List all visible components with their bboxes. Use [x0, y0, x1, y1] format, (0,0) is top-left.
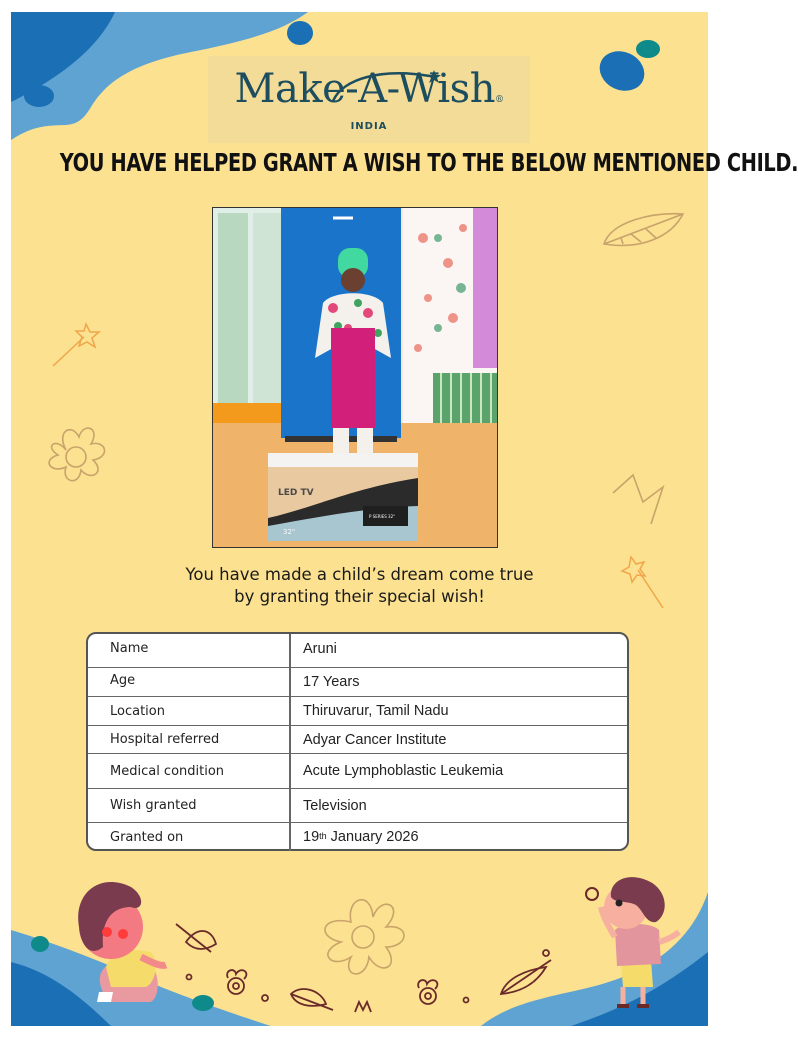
tagline: [11, 564, 708, 608]
bottom-teal-dot-center: [192, 995, 214, 1011]
row-value: Television: [303, 797, 367, 814]
tagline-line-2: by granting their special wish!: [234, 587, 485, 606]
top-center-dot: [287, 21, 313, 45]
magic-wand-doodle-left: [53, 324, 99, 366]
tv-box-size: 32": [283, 528, 296, 536]
row-label: Wish granted: [88, 789, 291, 822]
row-label: Hospital referred: [88, 726, 291, 753]
table-row-age: [88, 668, 627, 697]
row-label: Medical condition: [88, 754, 291, 788]
table-row-wish-granted: [88, 789, 627, 823]
logo-wordmark: [208, 66, 530, 112]
row-value: Acute Lymphoblastic Leukemia: [303, 763, 504, 779]
row-value: [291, 823, 627, 851]
top-right-dot-teal: [636, 40, 660, 58]
certificate-poster: [11, 12, 798, 1026]
top-left-dot: [24, 85, 54, 107]
flower-doodle-bottom-center: [325, 900, 404, 974]
row-value: 17 Years: [303, 674, 360, 690]
tv-box-label: LED TV: [278, 488, 314, 498]
child-with-tv-photo: [213, 208, 497, 547]
flower-doodle-left: [49, 428, 104, 481]
table-row-medical-condition: [88, 754, 627, 789]
row-value: Adyar Cancer Institute: [303, 731, 447, 748]
row-label: Age: [88, 668, 291, 696]
granted-day-suffix: th: [319, 831, 327, 841]
tv-box-series: P SERIES 32": [369, 514, 395, 519]
leaf-doodle-right: [604, 214, 683, 246]
table-row-granted-on: [88, 823, 627, 851]
row-label: Location: [88, 697, 291, 725]
row-value: Thiruvarur, Tamil Nadu: [303, 703, 449, 719]
row-label: Name: [88, 634, 291, 667]
bottom-teal-dot-left: [31, 936, 49, 952]
tagline-line-1: You have made a child’s dream come true: [185, 565, 534, 584]
zigzag-doodle-right: [613, 475, 663, 524]
row-value: Aruni: [303, 641, 337, 657]
headline: YOU HAVE HELPED GRANT A WISH TO THE BELOW MENTIONED CHILD.: [59, 148, 798, 177]
child-details-table: [86, 632, 629, 851]
table-row-name: [88, 634, 627, 668]
child-photo: [212, 207, 498, 548]
logo-region: INDIA: [350, 121, 388, 132]
granted-month-year: January 2026: [326, 829, 419, 845]
logo-registered-mark: ®: [494, 95, 504, 105]
table-row-hospital: [88, 726, 627, 754]
row-label: Granted on: [88, 823, 291, 851]
brand-logo: [208, 56, 530, 143]
logo-name: Make-A-Wish: [234, 66, 495, 112]
granted-day: 19: [303, 829, 320, 845]
table-row-location: [88, 697, 627, 726]
small-doodles-bottom: [176, 924, 551, 1012]
